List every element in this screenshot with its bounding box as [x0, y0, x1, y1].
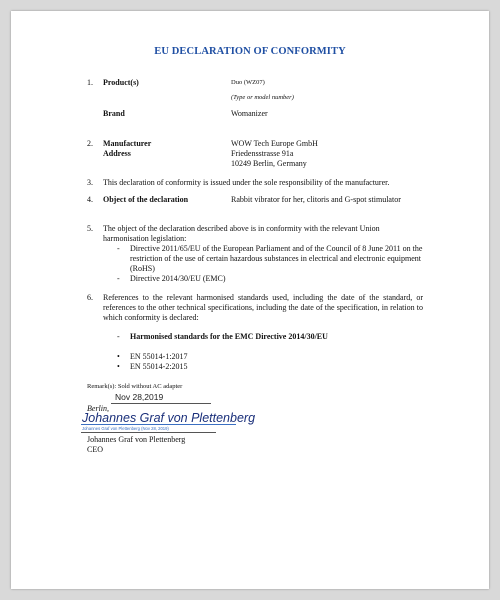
- section3-text: This declaration of conformity is issued under the sole responsibility of the manufacturer.: [103, 178, 390, 187]
- place: Berlin,: [87, 404, 109, 413]
- object-value: Rabbit vibrator for her, clitoris and G-spot stimulator: [231, 195, 401, 204]
- harmonised-heading: Harmonised standards for the EMC Directive 2014/30/EU: [130, 332, 328, 341]
- section4-number: 4.: [87, 195, 93, 204]
- signature: Johannes Graf von Plettenberg: [82, 411, 256, 425]
- document-page: [11, 11, 489, 589]
- signer-name: Johannes Graf von Plettenberg: [87, 435, 186, 444]
- directive-emc: Directive 2014/30/EU (EMC): [130, 274, 226, 283]
- signer-title: CEO: [87, 445, 103, 454]
- signature-stamp: Johannes Graf von Plettenberg (Nov 28, 2019): [82, 426, 169, 431]
- address-label: Address: [103, 149, 131, 158]
- signature-date: Nov 28,2019: [115, 392, 164, 402]
- bullet-2: •: [117, 362, 120, 371]
- standard-1: EN 55014-1:2017: [130, 352, 188, 361]
- manufacturer-number: 2.: [87, 139, 93, 148]
- product-number: 1.: [87, 78, 93, 87]
- directive-dash-1: -: [117, 244, 120, 253]
- section6-number: 6.: [87, 293, 93, 302]
- product-value: Duo (WZ07): [231, 79, 265, 86]
- date-line: [111, 403, 211, 404]
- standard-2: EN 55014-2:2015: [130, 362, 188, 371]
- manufacturer-line-2: Friedensstrasse 91a: [231, 149, 294, 158]
- directive-rohs: Directive 2011/65/EU of the European Parliament and of the Council of 8 June 2011 on the restriction of the use of certain hazardous substances in electrical and electronic equipment (RoHS): [130, 244, 423, 273]
- product-model-note: (Type or model number): [231, 94, 294, 101]
- manufacturer-line-1: WOW Tech Europe GmbH: [231, 139, 318, 148]
- harmonised-dash: -: [117, 332, 120, 341]
- bullet-1: •: [117, 352, 120, 361]
- directive-dash-2: -: [117, 274, 120, 283]
- signer-line: [81, 432, 216, 433]
- document-title: EU DECLARATION OF CONFORMITY: [154, 46, 346, 57]
- section5-intro: The object of the declaration described above is in conformity with the relevant Union harmonisation legislation:: [103, 224, 380, 243]
- manufacturer-line-3: 10249 Berlin, Germany: [231, 159, 307, 168]
- section3-number: 3.: [87, 178, 93, 187]
- remarks: Remark(s): Sold without AC adapter: [87, 383, 183, 390]
- object-label: Object of the declaration: [103, 195, 189, 204]
- brand-value: Womanizer: [231, 109, 268, 118]
- product-label: Product(s): [103, 78, 139, 87]
- brand-label: Brand: [103, 109, 125, 118]
- section6-text: References to the relevant harmonised standards used, including the date of the standard, or references to the other technical specifications, including the date of the specification, in relation to which conformity is declared:: [103, 293, 423, 322]
- section5-number: 5.: [87, 224, 93, 233]
- manufacturer-label: Manufacturer: [103, 139, 152, 148]
- signature-underline: [81, 424, 236, 425]
